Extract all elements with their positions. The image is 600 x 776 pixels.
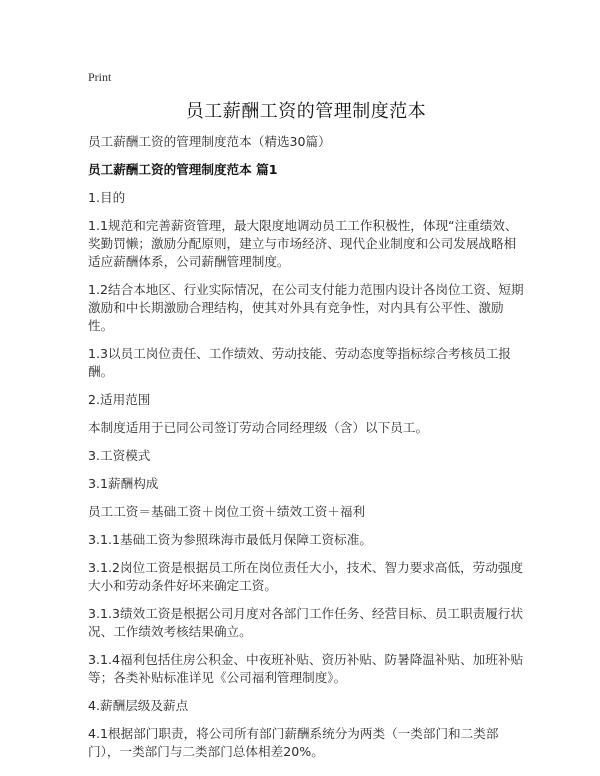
heading-scope: 2.适用范围 [88,392,151,407]
paragraph: 本制度适用于已同公司签订劳动合同经理级（含）以下员工。 [88,420,429,435]
paragraph: 1.3以员工岗位责任、工作绩效、劳动技能、劳动态度等指标综合考核员工报酬。 [88,346,512,379]
heading-composition: 3.1薪酬构成 [88,476,159,491]
document-title: 员工薪酬工资的管理制度范本 [185,101,427,122]
document-page [88,70,524,771]
paragraph: 3.1.3绩效工资是根据公司月度对各部门工作任务、经营目标、员工职责履行状况、工作绩效考核结果确立。 [88,606,524,639]
heading-levels: 4.薪酬层级及薪点 [88,698,189,713]
wage-formula: 员工工资＝基础工资＋岗位工资＋绩效工资＋福利 [88,504,366,519]
print-link[interactable]: Print [88,70,112,84]
paragraph: 4.1根据部门职责，将公司所有部门薪酬系统分为两类（一类部门和二类部门），一类部门与二类部门总体相差20%。 [88,726,499,759]
paragraph: 3.1.4福利包括住房公积金、中夜班补贴、资历补贴、防暑降温补贴、加班补贴等；各类补贴标准详见《公司福利管理制度》。 [88,652,524,685]
heading-wage-model: 3.工资模式 [88,448,151,463]
document-subtitle: 员工薪酬工资的管理制度范本（精选30篇） [88,134,331,149]
paragraph: 3.1.2岗位工资是根据员工所在岗位责任大小，技术、智力要求高低，劳动强度大小和劳动条件好坏来确定工资。 [88,560,524,593]
paragraph: 1.2结合本地区、行业实际情况，在公司支付能力范围内设计各岗位工资、短期激励和中长期激励合理结构，使其对外具有竞争性，对内具有公平性、激励性。 [88,282,524,333]
paragraph: 3.1.1基础工资为参照珠海市最低月保障工资标准。 [88,532,372,547]
section-heading: 员工薪酬工资的管理制度范本 篇1 [88,162,278,177]
heading-purpose: 1.目的 [88,190,126,205]
paragraph: 1.1规范和完善薪资管理，最大限度地调动员工工作积极性，体现“注重绩效、奖勤罚懒；激励分配原则，建立与市场经济、现代企业制度和公司发展战略相适应薪酬体系，公司薪酬管理制度。 [88,218,518,269]
